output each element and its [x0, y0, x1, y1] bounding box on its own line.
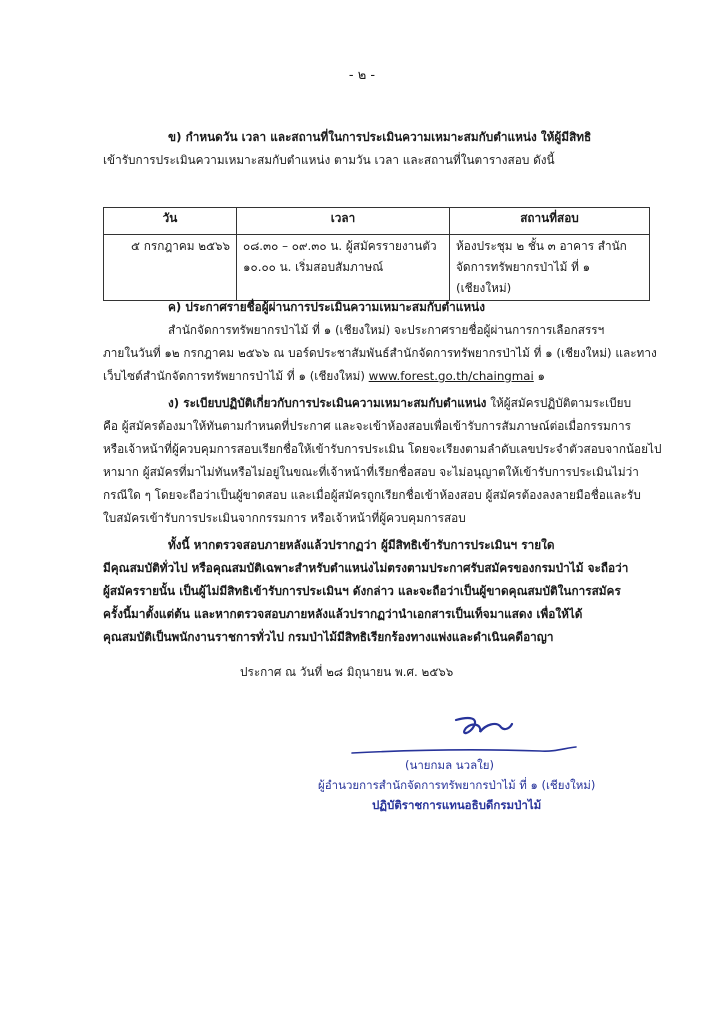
page-number: - ๒ -	[348, 68, 376, 83]
table-row	[104, 235, 650, 301]
table-header-row	[104, 208, 650, 235]
place-line-1: ห้องประชุม ๒ ชั้น ๓ อาคาร สำนัก	[456, 239, 627, 253]
notice-line-5: คุณสมบัติเป็นพนักงานราชการทั่วไป กรมป่าไม้มีสิทธิเรียกร้องทางแพ่งและดำเนินคดีอาญา	[103, 630, 554, 644]
time-interview: ๑๐.๐๐ น. เริ่มสอบสัมภาษณ์	[243, 260, 384, 274]
header-day: วัน	[104, 208, 237, 235]
notice-line-3: ผู้สมัครรายนั้น เป็นผู้ไม่มีสิทธิเข้ารับการประเมินฯ ดังกล่าว และจะถือว่าเป็นผู้ขาดคุณสมบัติในการสมัคร	[103, 584, 621, 598]
cell-time	[237, 235, 450, 301]
section-d-line-1-tail: ให้ผู้สมัครปฏิบัติตามระเบียบ	[490, 396, 632, 410]
section-d-line-2: คือ ผู้สมัครต้องมาให้ทันตามกำหนดที่ประกาศ และจะเข้าห้องสอบเพื่อเข้ารับการสัมภาษณ์ต่อเมื่อกรรมการ	[103, 419, 631, 433]
section-b-second-line: เข้ารับการประเมินความเหมาะสมกับตำแหน่ง ตามวัน เวลา และสถานที่ในตารางสอบ ดังนี้	[103, 153, 555, 167]
section-c-line-3-suffix: ๑	[537, 369, 546, 383]
section-d-line-3: หรือเจ้าหน้าที่ผู้ควบคุมการสอบเรียกชื่อให้เข้ารับการประเมิน โดยจะเรียงตามลำดับเลขประจำตัวสอบจากน้อยไป	[103, 442, 662, 456]
section-d-line-6: ใบสมัครเข้ารับการประเมินจากกรรมการ หรือเจ้าหน้าที่ผู้ควบคุมการสอบ	[103, 511, 466, 525]
section-d-line-4: หามาก ผู้สมัครที่มาไม่ทันหรือไม่อยู่ในขณะที่เจ้าหน้าที่เรียกชื่อสอบ จะไม่อนุญาตให้เข้ารับการประเมินไม่ว่า	[103, 465, 639, 479]
section-c-heading: ค) ประกาศรายชื่อผู้ผ่านการประเมินความเหมาะสมกับตำแหน่ง	[168, 300, 485, 314]
signer-acting-for: ปฏิบัติราชการแทนอธิบดีกรมป่าไม้	[372, 798, 542, 812]
time-report: ๐๘.๓๐ – ๐๙.๓๐ น. ผู้สมัครรายงานตัว	[243, 239, 437, 253]
section-d-line-5: กรณีใด ๆ โดยจะถือว่าเป็นผู้ขาดสอบ และเมื่อผู้สมัครถูกเรียกชื่อเข้าห้องสอบ ผู้สมัครต้องลงลายมือชื่อและรับ	[103, 488, 641, 502]
section-c-line-2: ภายในวันที่ ๑๒ กรกฎาคม ๒๕๖๖ ณ บอร์ดประชาสัมพันธ์สำนักจัดการทรัพยากรป่าไม้ ที่ ๑ (เชียงใหม่) และทาง	[103, 346, 657, 360]
forest-website-link[interactable]: www.forest.go.th/chaingmai	[368, 369, 534, 383]
section-c-line-3-text: เว็บไซต์สำนักจัดการทรัพยากรป่าไม้ ที่ ๑ (เชียงใหม่)	[103, 369, 365, 383]
cell-date: ๕ กรกฎาคม ๒๕๖๖	[104, 235, 237, 301]
exam-schedule-table	[103, 207, 650, 301]
header-place: สถานที่สอบ	[450, 208, 650, 235]
signer-position: ผู้อำนวยการสำนักจัดการทรัพยากรป่าไม้ ที่ ๑ (เชียงใหม่)	[318, 778, 596, 792]
notice-line-1: ทั้งนี้ หากตรวจสอบภายหลังแล้วปรากฏว่า ผู้มีสิทธิเข้ารับการประเมินฯ รายใด	[168, 538, 555, 552]
place-line-2: จัดการทรัพยากรป่าไม้ ที่ ๑ (เชียงใหม่)	[456, 260, 591, 295]
notice-line-2: มีคุณสมบัติทั่วไป หรือคุณสมบัติเฉพาะสำหรับตำแหน่งไม่ตรงตามประกาศรับสมัครของกรมป่าไม้ จะถือว่า	[103, 561, 629, 575]
section-d-line-1	[168, 392, 631, 415]
section-b-first-line: ข) กำหนดวัน เวลา และสถานที่ในการประเมินความเหมาะสมกับตำแหน่ง ให้ผู้มีสิทธิ	[168, 130, 592, 144]
section-d-heading: ง) ระเบียบปฏิบัติเกี่ยวกับการประเมินความเหมาะสมกับตำแหน่ง	[168, 396, 487, 410]
announce-date: ประกาศ ณ วันที่ ๒๘ มิถุนายน พ.ศ. ๒๕๖๖	[240, 665, 454, 679]
section-c-line-3	[103, 365, 545, 388]
section-c-line-1: สำนักจัดการทรัพยากรป่าไม้ ที่ ๑ (เชียงใหม่) จะประกาศรายชื่อผู้ผ่านการการเลือกสรรฯ	[168, 323, 605, 337]
notice-line-4: ครั้งนี้มาตั้งแต่ต้น และหากตรวจสอบภายหลังแล้วปรากฏว่านำเอกสารเป็นเท็จมาแสดง เพื่อให้ได้	[103, 607, 583, 621]
header-time: เวลา	[237, 208, 450, 235]
signer-name: (นายกมล นวลใย)	[405, 758, 494, 772]
cell-place	[450, 235, 650, 301]
signature-scribble	[452, 714, 516, 742]
